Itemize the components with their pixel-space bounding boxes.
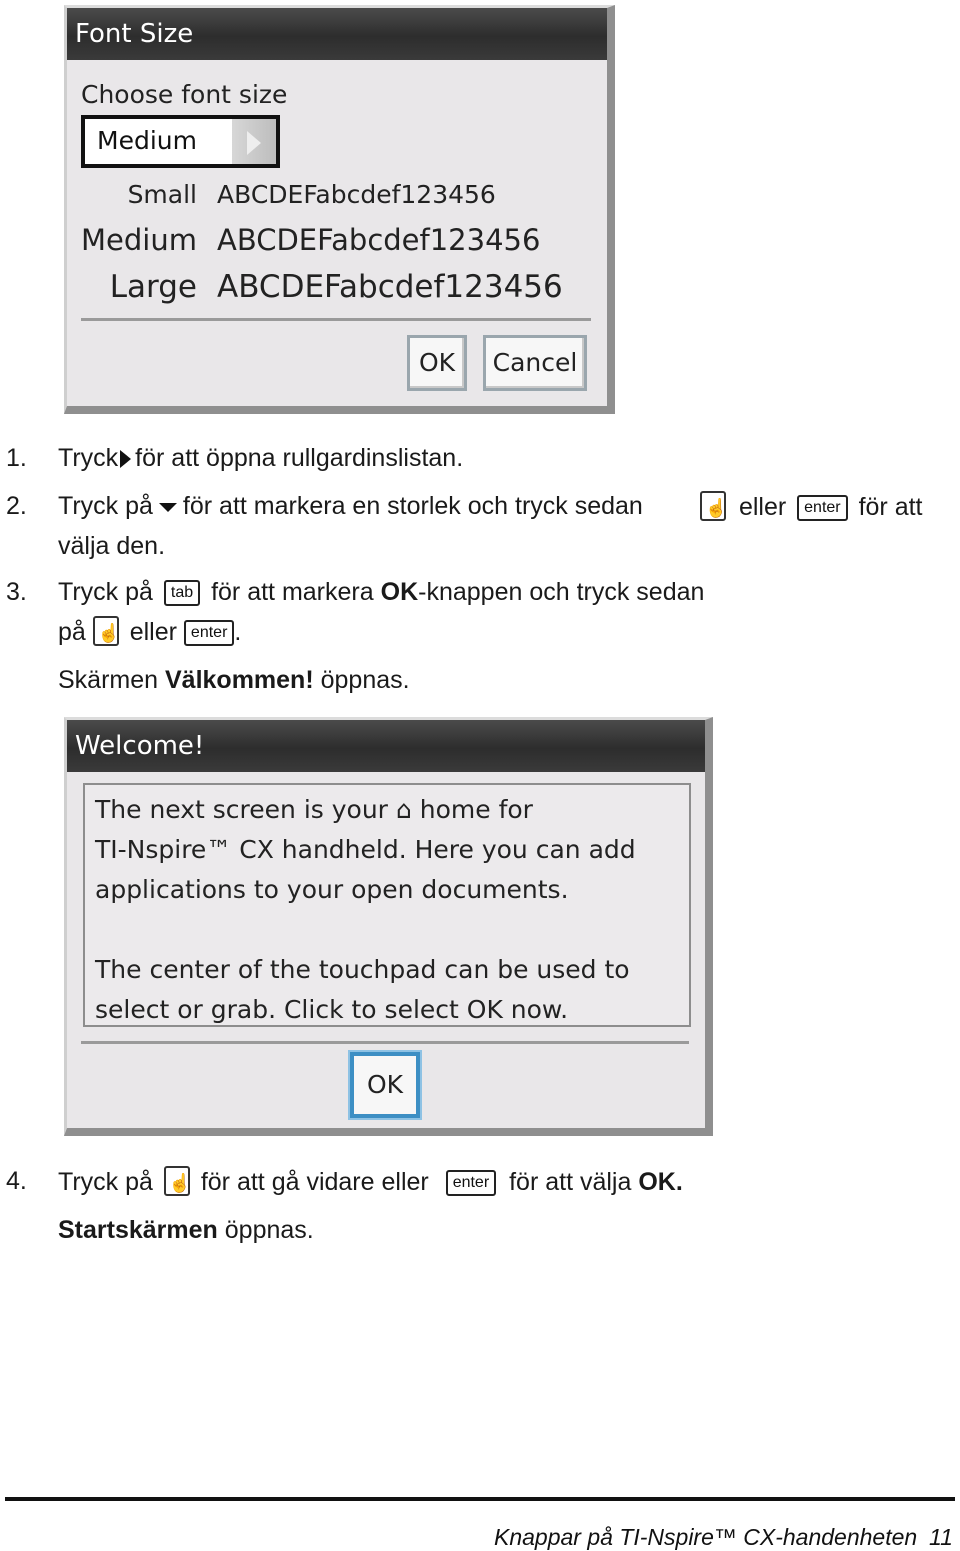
step-3-result: Skärmen Välkommen! öppnas. xyxy=(58,666,410,694)
page-number: 11 xyxy=(929,1524,953,1550)
step-4-number: 4. xyxy=(6,1167,27,1195)
step-3-text: Tryck på tab för att markera OK-knappen och tryck sedan xyxy=(58,578,705,606)
font-size-dialog xyxy=(64,5,615,414)
welcome-line-5: select or grab. Click to select OK now. xyxy=(95,995,569,1024)
touchpad-click-icon xyxy=(93,616,119,646)
preview-sample-small: ABCDEFabcdef123456 xyxy=(217,180,496,209)
choose-font-size-label: Choose font size xyxy=(81,80,288,109)
tab-key-icon: tab xyxy=(164,580,200,606)
welcome-line-3: applications to your open documents. xyxy=(95,875,569,904)
font-size-select[interactable] xyxy=(81,115,280,168)
touchpad-click-icon xyxy=(700,491,726,521)
welcome-dialog xyxy=(64,717,713,1136)
step-4-result: Startskärmen öppnas. xyxy=(58,1216,314,1244)
select-value: Medium xyxy=(97,126,197,155)
touchpad-click-icon xyxy=(164,1166,190,1196)
right-arrow-icon xyxy=(120,450,131,468)
step-2-number: 2. xyxy=(6,492,27,520)
divider xyxy=(81,318,591,321)
preview-sample-medium: ABCDEFabcdef123456 xyxy=(217,223,541,257)
dialog-title: Welcome! xyxy=(67,720,705,772)
welcome-line-4: The center of the touchpad can be used to xyxy=(95,955,630,984)
down-arrow-icon xyxy=(159,503,177,512)
step-1-text: Tryck för att öppna rullgardinslistan. xyxy=(58,444,464,472)
ok-button[interactable]: OK xyxy=(350,1052,420,1118)
welcome-line-2: TI-Nspire™ CX handheld. Here you can add xyxy=(95,835,636,864)
preview-name-medium: Medium xyxy=(81,223,197,257)
ok-button[interactable]: OK xyxy=(407,335,467,391)
footer-rule xyxy=(5,1497,955,1501)
step-3-number: 3. xyxy=(6,578,27,606)
dialog-title: Font Size xyxy=(67,8,607,60)
step-4-text: Tryck på ☝ för att gå vidare eller enter för att välja OK. xyxy=(58,1166,683,1197)
enter-key-icon: enter xyxy=(184,620,234,646)
welcome-line-1: The next screen is your ⌂ home for xyxy=(95,795,533,824)
step-2-text-cont: välja den. xyxy=(58,532,166,560)
preview-sample-large: ABCDEFabcdef123456 xyxy=(217,269,563,305)
preview-name-small: Small xyxy=(127,180,197,209)
welcome-message-box xyxy=(83,783,691,1027)
home-icon: ⌂ xyxy=(395,795,412,824)
preview-name-large: Large xyxy=(109,269,197,305)
dropdown-arrow-icon[interactable] xyxy=(232,119,276,164)
step-3-text-cont: på ☝ eller enter . xyxy=(58,616,241,647)
cancel-button[interactable]: Cancel xyxy=(483,335,587,391)
step-2-text-keys: ☝ eller enter för att xyxy=(700,491,923,522)
enter-key-icon: enter xyxy=(797,495,847,521)
enter-key-icon: enter xyxy=(446,1170,496,1196)
step-2-text: Tryck på för att markera en storlek och tryck sedan xyxy=(58,492,643,520)
step-1-number: 1. xyxy=(6,444,27,472)
footer-text: Knappar på TI-Nspire™ CX-handenheten xyxy=(494,1524,918,1550)
divider xyxy=(81,1041,689,1044)
